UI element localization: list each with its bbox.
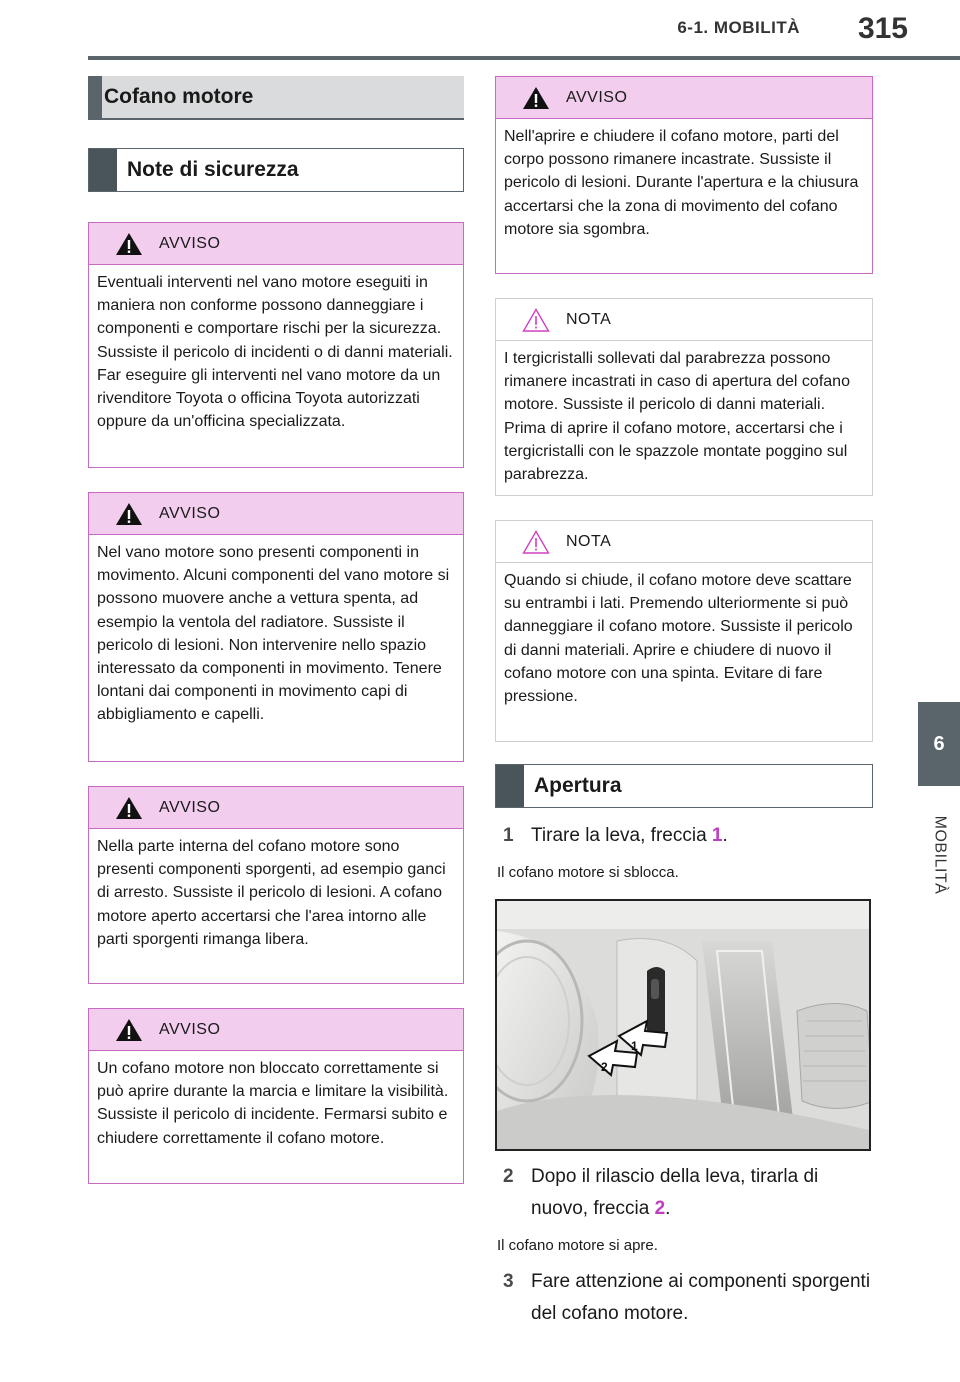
warning-box <box>88 492 464 762</box>
warning-label: AVVISO <box>159 234 221 252</box>
right-column <box>495 76 873 1330</box>
chapter-label: MOBILITÀ <box>931 815 948 895</box>
warning-label: AVVISO <box>159 504 221 522</box>
left-column <box>88 76 464 1184</box>
callout-1: 1 <box>631 1039 638 1053</box>
warning-label: AVVISO <box>159 798 221 816</box>
step-number: 2 <box>503 1166 514 1187</box>
warning-box <box>495 76 873 274</box>
arrow-reference: 1 <box>711 825 723 846</box>
hood-release-lever-figure <box>495 899 871 1151</box>
step-3 <box>495 1266 873 1330</box>
step-result: Il cofano motore si apre. <box>497 1237 658 1254</box>
warning-triangle-filled-icon <box>115 501 143 527</box>
step-number: 1 <box>503 825 514 846</box>
chapter-tab[interactable] <box>918 702 960 786</box>
note-text: Quando si chiude, il cofano motore deve scattare su entrambi i lati. Premendo ulteriormente si può danneggiare il cofano motore. Sussiste il pericolo di danni materiali. Aprire e chiudere di nuovo il cofano motore con una spinta. Evitare di fare pressione. <box>504 572 853 706</box>
page-number: 315 <box>857 12 908 45</box>
step-text: Dopo il rilascio della leva, tirarla di nuovo, freccia <box>531 1166 819 1219</box>
arrow-reference: 2 <box>654 1198 666 1219</box>
note-box <box>495 520 873 742</box>
step-2: 2 Dopo il rilascio della leva, tirarla di nuovo, freccia 2. <box>495 1161 873 1225</box>
callout-2: 2 <box>601 1060 608 1074</box>
note-box <box>495 298 873 496</box>
step-text: Fare attenzione ai componenti sporgenti del cofano motore. <box>531 1271 871 1324</box>
warning-box <box>88 786 464 984</box>
warning-label: AVVISO <box>566 88 628 106</box>
step-result: Il cofano motore si sblocca. <box>497 864 679 881</box>
step-number: 3 <box>503 1271 514 1292</box>
warning-triangle-outline-icon <box>522 307 550 333</box>
subsection-heading: Apertura <box>495 764 873 808</box>
chapter-number: 6 <box>933 732 945 755</box>
warning-triangle-filled-icon <box>115 231 143 257</box>
note-text: I tergicristalli sollevati dal parabrezza possono rimanere incastrati in caso di apertura del cofano motore. Sussiste il pericolo di danni materiali. Prima di aprire il cofano motore, accertarsi che i tergicristalli con le spazzole montate poggino sul parabrezza. <box>504 350 850 484</box>
hood-release-illustration <box>497 901 871 1151</box>
warning-text: Nell'aprire e chiudere il cofano motore, parti del corpo possono rimanere incastrate. Sussiste il pericolo di lesioni. Durante l'apertura e la chiusura accertarsi che la zona di movimento del cofano motore sia sgombra. <box>504 128 859 238</box>
note-label: NOTA <box>566 532 612 550</box>
warning-label: AVVISO <box>159 1020 221 1038</box>
warning-box <box>88 1008 464 1184</box>
section-heading: Cofano motore <box>88 76 464 120</box>
warning-text: Nel vano motore sono presenti componenti in movimento. Alcuni componenti del vano motore si possono muovere anche a vettura spenta, ad esempio la ventola del radiatore. Sussiste il pericolo di lesioni. Non intervenire nello spazio interessato da componenti in movimento. Tenere lontani dai componenti in movimento capi di abbigliamento e capelli. <box>97 544 450 724</box>
warning-triangle-filled-icon <box>115 795 143 821</box>
warning-triangle-outline-icon <box>522 529 550 555</box>
warning-text: Eventuali interventi nel vano motore eseguiti in maniera non conforme possono danneggiare i componenti e comportare rischi per la sicurezza. Sussiste il pericolo di incidenti o di danni materiali. Far eseguire gli interventi nel vano motore da un rivenditore Toyota o officina Toyota autorizzati oppure da un'officina specializzata. <box>97 274 453 431</box>
warning-triangle-filled-icon <box>522 85 550 111</box>
warning-text: Nella parte interna del cofano motore sono presenti componenti sporgenti, ad esempio ganci di arresto. Sussiste il pericolo di lesioni. A cofano motore aperto accertarsi che l'area intorno alle parti sporgenti rimanga libera. <box>97 838 446 948</box>
page-header <box>0 0 960 60</box>
subsection-heading: Note di sicurezza <box>88 148 464 192</box>
warning-triangle-filled-icon <box>115 1017 143 1043</box>
step-1: 1 Tirare la leva, freccia 1. <box>495 820 873 852</box>
warning-text: Un cofano motore non bloccato correttamente si può aprire durante la marcia e limitare la visibilità. Sussiste il pericolo di incidente. Fermarsi subito e chiudere correttamente il cofano motore. <box>97 1060 449 1147</box>
header-section-title: 6-1. MOBILITÀ <box>677 18 800 37</box>
step-text: Tirare la leva, freccia <box>531 825 707 846</box>
note-label: NOTA <box>566 310 612 328</box>
warning-box <box>88 222 464 468</box>
header-rule <box>88 56 960 60</box>
